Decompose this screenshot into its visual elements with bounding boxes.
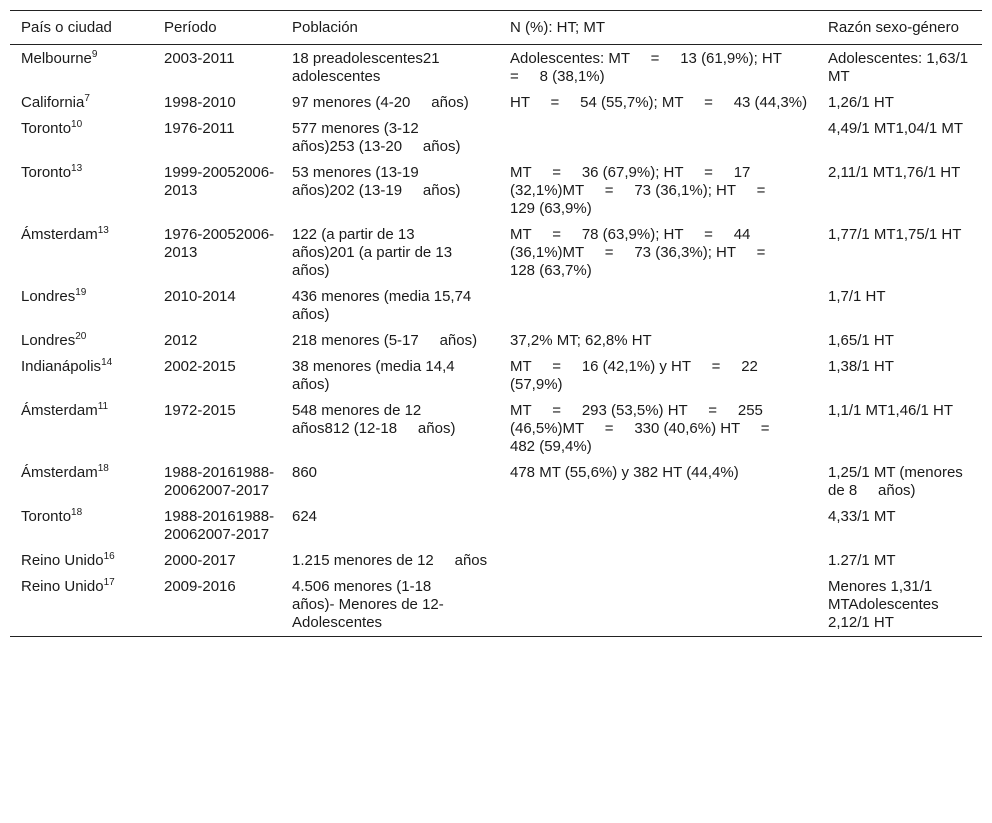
place-name: Reino Unido	[21, 578, 104, 595]
cell-n: 478 MT (55,6%) y 382 HT (44,4%)	[510, 464, 739, 481]
cell-n	[499, 548, 817, 574]
cell-period: 1999-20052006-2013	[164, 164, 275, 199]
cell-place	[10, 160, 153, 222]
place-name: Toronto	[21, 164, 72, 181]
cell-population: 1.215 menores de 12 años	[292, 552, 488, 569]
cell-ratio: 4,33/1 MT	[828, 508, 896, 525]
cell-place	[10, 504, 153, 548]
table-row	[10, 222, 982, 284]
reference-number: 9	[91, 49, 98, 60]
cell-n: HT = 54 (55,7%); MT = 43 (44,3%)	[510, 94, 808, 111]
cell-period: 2000-2017	[164, 552, 236, 569]
cell-n	[499, 574, 817, 637]
cell-population: 548 menores de 12 años812 (12-18 años)	[292, 402, 456, 437]
table-row	[10, 45, 982, 91]
place-name: Ámsterdam	[21, 402, 98, 419]
cell-n: MT = 293 (53,5%) HT = 255 (46,5%)MT = 330 (40,6%) HT = 482 (59,4%)	[510, 402, 791, 455]
cell-population: 4.506 menores (1-18 años)- Menores de 12- Adolescentes	[292, 578, 453, 631]
cell-period: 1976-2011	[164, 120, 235, 137]
cell-population: 860	[292, 464, 318, 481]
table-body	[10, 45, 982, 637]
header-n: N (%): HT; MT	[510, 19, 605, 36]
cell-ratio: 4,49/1 MT1,04/1 MT	[828, 120, 964, 137]
cell-n: MT = 16 (42,1%) y HT = 22 (57,9%)	[510, 358, 763, 393]
table-row	[10, 398, 982, 460]
reference-number: 17	[103, 577, 115, 588]
cell-place	[10, 574, 153, 637]
table-row	[10, 160, 982, 222]
header-place: País o ciudad	[21, 19, 112, 36]
place-name: Indianápolis	[21, 358, 102, 375]
cell-population: 436 menores (media 15,74 años)	[292, 288, 493, 323]
cell-place	[10, 45, 153, 91]
header-ratio: Razón sexo-género	[828, 19, 959, 36]
place-name: Londres	[21, 332, 76, 349]
place-name: Toronto	[21, 120, 72, 137]
cell-population: 53 menores (13-19 años)202 (13-19 años)	[292, 164, 461, 199]
table-row	[10, 548, 982, 574]
header-row	[10, 11, 982, 45]
data-table	[10, 10, 982, 637]
cell-ratio: Adolescentes: 1,63/1 MT	[828, 50, 973, 85]
cell-place	[10, 398, 153, 460]
cell-n: 37,2% MT; 62,8% HT	[510, 332, 652, 349]
cell-period: 2003-2011	[164, 50, 235, 67]
cell-ratio: 2,11/1 MT1,76/1 HT	[828, 164, 961, 181]
reference-number: 18	[71, 507, 83, 518]
cell-population: 624	[292, 508, 318, 525]
cell-ratio: 1,7/1 HT	[828, 288, 886, 305]
cell-population: 38 menores (media 14,4 años)	[292, 358, 476, 393]
cell-ratio: 1,26/1 HT	[828, 94, 894, 111]
cell-period: 2010-2014	[164, 288, 236, 305]
table-row	[10, 90, 982, 116]
place-name: Toronto	[21, 508, 72, 525]
table-row	[10, 328, 982, 354]
cell-period: 1998-2010	[164, 94, 236, 111]
table-row	[10, 284, 982, 328]
cell-period: 1988-20161988-20062007-2017	[164, 464, 275, 499]
cell-population: 18 preadolescentes21 adolescentes	[292, 50, 444, 85]
cell-ratio: 1,38/1 HT	[828, 358, 894, 375]
reference-number: 7	[84, 93, 90, 104]
place-name: Ámsterdam	[21, 464, 98, 481]
cell-place	[10, 548, 153, 574]
cell-period: 1988-20161988-20062007-2017	[164, 508, 275, 543]
reference-number: 19	[75, 287, 87, 298]
cell-period: 1976-20052006-2013	[164, 226, 275, 261]
reference-number: 16	[103, 551, 115, 562]
reference-number: 13	[71, 163, 83, 174]
table-row	[10, 574, 982, 637]
cell-place	[10, 116, 153, 160]
table-row	[10, 504, 982, 548]
cell-ratio: 1.27/1 MT	[828, 552, 896, 569]
reference-number: 18	[97, 463, 109, 474]
cell-place	[10, 328, 153, 354]
cell-ratio: Menores 1,31/1 MTAdolescentes 2,12/1 HT	[828, 578, 943, 631]
place-name: Reino Unido	[21, 552, 104, 569]
cell-period: 2002-2015	[164, 358, 236, 375]
reference-number: 10	[71, 119, 83, 130]
table-row	[10, 354, 982, 398]
cell-population: 577 menores (3-12 años)253 (13-20 años)	[292, 120, 461, 155]
cell-n	[499, 116, 817, 160]
cell-ratio: 1,25/1 MT (menores de 8 años)	[828, 464, 967, 499]
header-population: Población	[292, 19, 358, 36]
cell-n	[499, 284, 817, 328]
reference-number: 13	[97, 225, 109, 236]
place-name: Londres	[21, 288, 76, 305]
cell-period: 2012	[164, 332, 198, 349]
cell-ratio: 1,65/1 HT	[828, 332, 894, 349]
cell-n	[499, 504, 817, 548]
cell-place	[10, 284, 153, 328]
cell-n: MT = 78 (63,9%); HT = 44 (36,1%)MT = 73 (36,3%); HT = 128 (63,7%)	[510, 226, 787, 279]
table-row	[10, 116, 982, 160]
cell-n: Adolescentes: MT = 13 (61,9%); HT = 8 (38,1%)	[510, 50, 803, 85]
cell-place	[10, 90, 153, 116]
cell-place	[10, 460, 153, 504]
table-row	[10, 460, 982, 504]
cell-population: 122 (a partir de 13 años)201 (a partir de 13 años)	[292, 226, 473, 279]
header-period: Período	[164, 19, 217, 36]
cell-place	[10, 354, 153, 398]
reference-number: 20	[75, 331, 87, 342]
cell-n: MT = 36 (67,9%); HT = 17 (32,1%)MT = 73 (36,1%); HT = 129 (63,9%)	[510, 164, 787, 217]
cell-place	[10, 222, 153, 284]
cell-ratio: 1,1/1 MT1,46/1 HT	[828, 402, 954, 419]
cell-period: 1972-2015	[164, 402, 236, 419]
cell-ratio: 1,77/1 MT1,75/1 HT	[828, 226, 962, 243]
cell-population: 97 menores (4-20 años)	[292, 94, 469, 111]
place-name: California	[21, 94, 85, 111]
place-name: Ámsterdam	[21, 226, 98, 243]
reference-number: 11	[97, 401, 109, 412]
place-name: Melbourne	[21, 50, 92, 67]
cell-population: 218 menores (5-17 años)	[292, 332, 478, 349]
reference-number: 14	[101, 357, 113, 368]
cell-period: 2009-2016	[164, 578, 236, 595]
